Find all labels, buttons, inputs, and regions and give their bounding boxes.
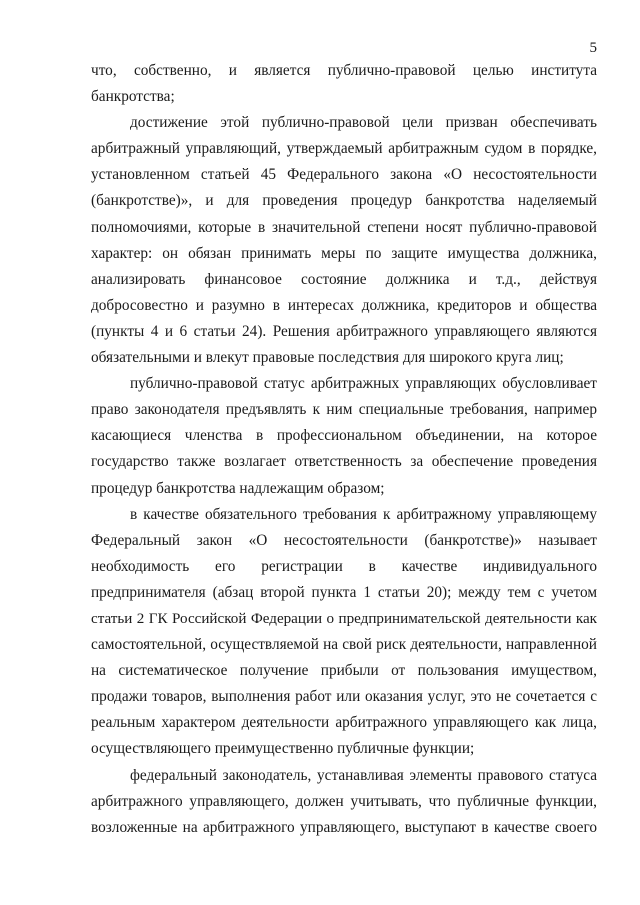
- text-line: предпринимателя (абзац второй пункта 1 статьи 20); между тем с учетом: [91, 583, 597, 601]
- text-line: касающиеся членства в профессиональном объединении, на которое: [91, 427, 597, 445]
- text-line: анализировать финансовое состояние должника и т.д., действуя: [91, 270, 597, 288]
- text-line: установленном статьей 45 Федерального закона «О несостоятельности: [91, 166, 597, 184]
- text-line: федеральный законодатель, устанавливая элементы правового статуса: [130, 766, 597, 784]
- text-line: реальным характером деятельности арбитражного управляющего как лица,: [91, 714, 597, 732]
- text-line: обязательными и влекут правовые последствия для широкого круга лиц;: [91, 349, 564, 367]
- text-line: (пункты 4 и 6 статьи 24). Решения арбитражного управляющего являются: [91, 322, 597, 340]
- text-line: статьи 2 ГК Российской Федерации о предпринимательской деятельности как: [91, 610, 597, 627]
- text-line: арбитражного управляющего, должен учитывать, что публичные функции,: [91, 792, 597, 810]
- text-line: на систематическое получение прибыли от пользования имуществом,: [91, 662, 597, 680]
- text-line: государство также возлагает ответственность за обеспечение проведения: [91, 453, 597, 471]
- text-line: полномочиями, которые в значительной степени носят публично-правовой: [91, 218, 597, 236]
- text-line: осуществляющего преимущественно публичные функции;: [91, 740, 475, 758]
- text-line: право законодателя предъявлять к ним специальные требования, например: [91, 401, 597, 419]
- text-line: добросовестно и разумно в интересах должника, кредиторов и общества: [91, 296, 597, 314]
- page-number: 5: [589, 40, 597, 56]
- text-line: публично-правовой статус арбитражных управляющих обусловливает: [130, 375, 597, 393]
- text-line: возложенные на арбитражного управляющего, выступают в качестве своего: [91, 818, 597, 836]
- text-line: достижение этой публично-правовой цели призван обеспечивать: [130, 114, 597, 132]
- text-line: характер: он обязан принимать меры по защите имущества должника,: [91, 244, 597, 262]
- text-line: необходимость его регистрации в качестве индивидуального: [91, 557, 597, 575]
- text-line: арбитражный управляющий, утверждаемый арбитражным судом в порядке,: [91, 140, 597, 158]
- text-line: что, собственно, и является публично-правовой целью института: [91, 62, 597, 79]
- text-line: в качестве обязательного требования к арбитражному управляющему: [130, 505, 597, 523]
- body-text: [91, 58, 597, 841]
- text-line: процедур банкротства надлежащим образом;: [91, 479, 385, 497]
- text-line: банкротства;: [91, 88, 175, 106]
- text-line: продажи товаров, выполнения работ или оказания услуг, это не сочетается с: [91, 688, 597, 706]
- text-line: Федеральный закон «О несостоятельности (банкротстве)» называет: [91, 531, 597, 549]
- text-line: (банкротстве)», и для проведения процедур банкротства наделяемый: [91, 192, 597, 210]
- text-line: самостоятельной, осуществляемой на свой риск деятельности, направленной: [91, 636, 597, 654]
